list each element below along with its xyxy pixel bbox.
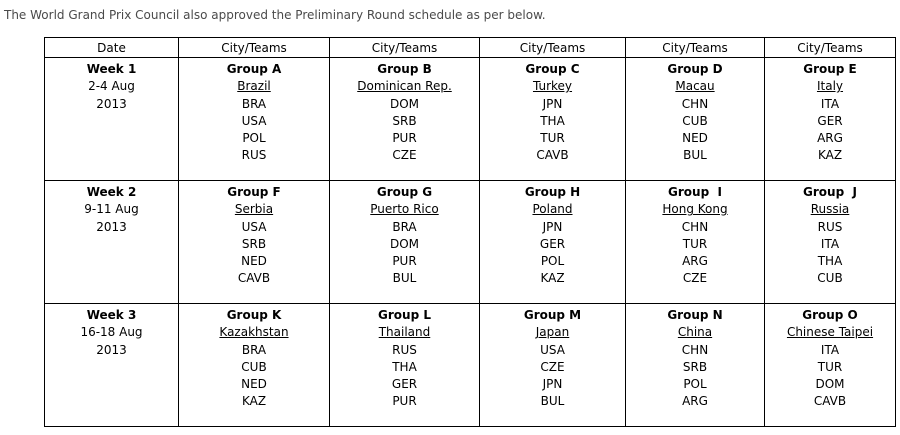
- host-city: Italy: [816, 79, 844, 94]
- team-code: CUB: [241, 359, 267, 374]
- week-label: Week 3: [86, 308, 137, 322]
- team-code: POL: [242, 131, 266, 146]
- team-code: NED: [682, 131, 708, 146]
- week-label: Week 2: [86, 185, 137, 199]
- group-name: Group F: [227, 185, 281, 199]
- team-code: BUL: [683, 148, 707, 163]
- group-name: Group G: [376, 185, 433, 199]
- team-code: DOM: [389, 236, 420, 251]
- team-code: SRB: [241, 236, 267, 251]
- team-code: KAZ: [241, 394, 267, 409]
- week-year: 2013: [96, 342, 127, 357]
- group-name: Group L: [378, 308, 431, 322]
- header-date: Date: [45, 38, 179, 58]
- team-code: ITA: [820, 96, 840, 111]
- week-row: [45, 58, 896, 181]
- team-code: CHN: [681, 96, 709, 111]
- host-city: Hong Kong: [662, 202, 728, 217]
- group-cell: [626, 58, 765, 181]
- team-code: NED: [241, 377, 267, 392]
- group-cell: [480, 181, 626, 304]
- team-code: CAVB: [813, 394, 847, 409]
- team-code: POL: [540, 254, 565, 269]
- team-code: BUL: [540, 394, 565, 409]
- team-code: JPN: [542, 219, 563, 234]
- intro-text: The World Grand Prix Council also approved the Preliminary Round schedule as per below.: [4, 8, 546, 22]
- team-code: NED: [241, 254, 267, 269]
- team-code: PUR: [392, 254, 417, 269]
- week-dates: 9-11 Aug: [84, 202, 139, 217]
- group-cell: [179, 181, 330, 304]
- team-code: BRA: [392, 219, 417, 234]
- team-code: BRA: [241, 342, 267, 357]
- team-code: JPN: [542, 377, 563, 392]
- group-name: Group B: [377, 62, 432, 76]
- week-cell: [45, 181, 179, 304]
- schedule-table: [44, 37, 896, 427]
- group-cell: [765, 181, 896, 304]
- team-code: CAVB: [237, 271, 271, 286]
- team-code: GER: [391, 377, 418, 392]
- team-code: TUR: [540, 131, 565, 146]
- group-cell: [330, 304, 480, 427]
- team-code: ITA: [820, 342, 840, 357]
- host-city: Japan: [535, 325, 570, 340]
- group-cell: [480, 304, 626, 427]
- host-city: Brazil: [237, 79, 271, 94]
- group-cell: [330, 181, 480, 304]
- group-cell: [765, 304, 896, 427]
- team-code: RUS: [241, 148, 267, 163]
- group-cell: [480, 58, 626, 181]
- team-code: GER: [817, 113, 843, 128]
- host-city: Dominican Rep.: [357, 79, 452, 94]
- group-name: Group N: [667, 308, 723, 322]
- team-code: CZE: [392, 148, 417, 163]
- group-name: Group I: [668, 185, 722, 199]
- team-code: ITA: [820, 236, 840, 251]
- header-city-teams: City/Teams: [626, 38, 765, 58]
- team-code: CHN: [681, 219, 709, 234]
- header-city-teams: City/Teams: [330, 38, 480, 58]
- team-code: CUB: [817, 271, 843, 286]
- host-city: Macau: [675, 79, 715, 94]
- host-city: Poland: [532, 202, 573, 217]
- group-name: Group C: [525, 62, 580, 76]
- host-city: Serbia: [234, 202, 274, 217]
- team-code: PUR: [392, 131, 417, 146]
- group-cell: [765, 58, 896, 181]
- team-code: USA: [241, 113, 267, 128]
- header-row: [45, 38, 896, 58]
- team-code: DOM: [389, 96, 420, 111]
- group-cell: [626, 304, 765, 427]
- team-code: PUR: [392, 394, 417, 409]
- team-code: DOM: [815, 377, 845, 392]
- team-code: THA: [817, 254, 843, 269]
- group-name: Group K: [226, 308, 282, 322]
- week-row: [45, 181, 896, 304]
- group-name: Group D: [667, 62, 723, 76]
- host-city: Turkey: [532, 79, 573, 94]
- week-cell: [45, 304, 179, 427]
- host-city: Kazakhstan: [219, 325, 289, 340]
- group-name: Group E: [803, 62, 857, 76]
- host-city: Chinese Taipei: [786, 325, 874, 340]
- team-code: BUL: [392, 271, 417, 286]
- team-code: ARG: [817, 131, 843, 146]
- team-code: RUS: [392, 342, 417, 357]
- header-city-teams: City/Teams: [765, 38, 896, 58]
- team-code: TUR: [817, 359, 843, 374]
- team-code: SRB: [392, 113, 417, 128]
- team-code: POL: [683, 377, 707, 392]
- team-code: CZE: [682, 271, 708, 286]
- team-code: KAZ: [817, 148, 843, 163]
- host-city: Russia: [810, 202, 850, 217]
- week-cell: [45, 58, 179, 181]
- group-cell: [330, 58, 480, 181]
- host-city: Thailand: [378, 325, 431, 340]
- group-name: Group M: [523, 308, 582, 322]
- header-city-teams: City/Teams: [480, 38, 626, 58]
- team-code: CZE: [540, 359, 565, 374]
- host-city: China: [677, 325, 713, 340]
- week-dates: 2-4 Aug: [88, 79, 135, 94]
- week-dates: 16-18 Aug: [80, 325, 143, 340]
- team-code: KAZ: [540, 271, 565, 286]
- group-name: Group A: [226, 62, 282, 76]
- team-code: USA: [540, 342, 565, 357]
- group-cell: [626, 181, 765, 304]
- team-code: SRB: [682, 359, 708, 374]
- group-name: Group O: [802, 308, 858, 322]
- team-code: BRA: [241, 96, 267, 111]
- week-row: [45, 304, 896, 427]
- team-code: GER: [539, 236, 566, 251]
- team-code: RUS: [817, 219, 843, 234]
- team-code: CAVB: [536, 148, 569, 163]
- group-cell: [179, 304, 330, 427]
- team-code: THA: [392, 359, 417, 374]
- week-label: Week 1: [86, 62, 137, 76]
- team-code: THA: [540, 113, 565, 128]
- team-code: ARG: [682, 254, 708, 269]
- group-name: Group J: [803, 185, 857, 199]
- team-code: CHN: [681, 342, 709, 357]
- week-year: 2013: [96, 96, 127, 111]
- header-city-teams: City/Teams: [179, 38, 330, 58]
- team-code: CUB: [682, 113, 708, 128]
- group-name: Group H: [524, 185, 581, 199]
- week-year: 2013: [96, 219, 127, 234]
- host-city: Puerto Rico: [370, 202, 439, 217]
- team-code: USA: [241, 219, 267, 234]
- team-code: TUR: [682, 236, 708, 251]
- group-cell: [179, 58, 330, 181]
- team-code: JPN: [542, 96, 563, 111]
- team-code: ARG: [682, 394, 708, 409]
